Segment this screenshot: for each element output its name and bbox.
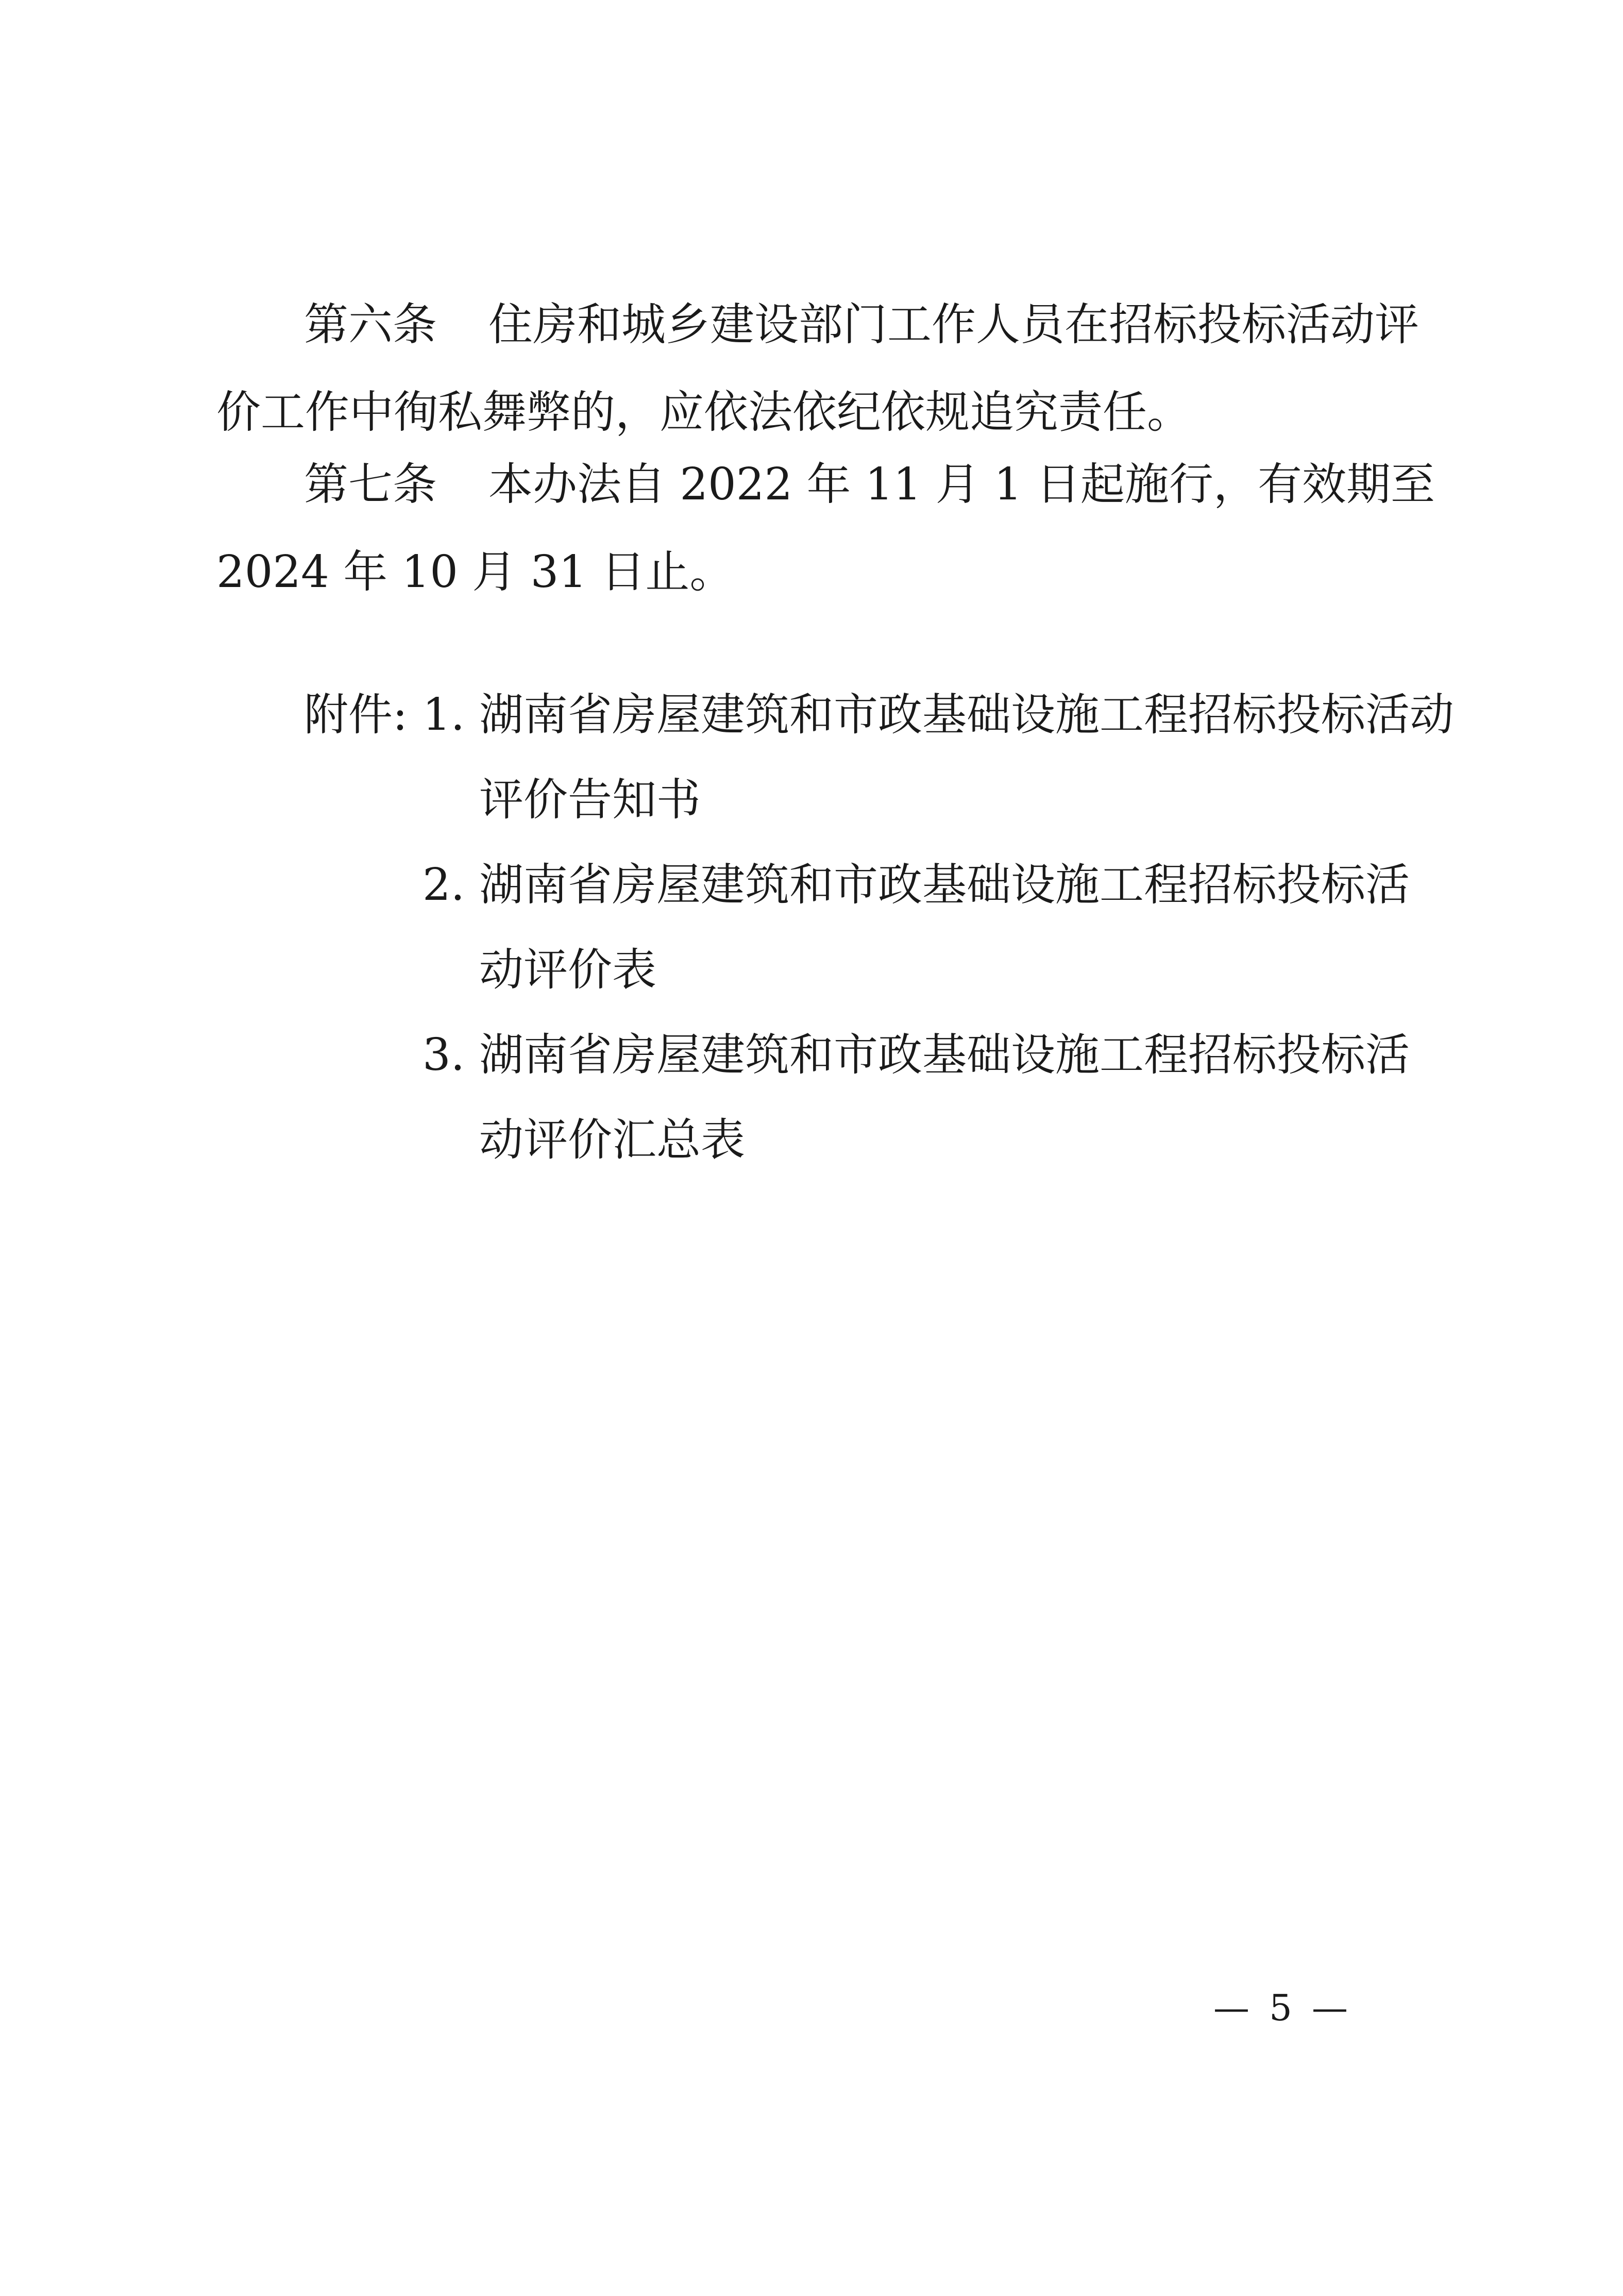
attachment-item-3: [304, 1013, 1438, 1098]
article-6: [216, 281, 1419, 456]
article-6-text-1: 住房和城乡建设部门工作人员在招标投标活动评: [488, 299, 1419, 350]
article-7: [216, 441, 1435, 616]
article-6-line-1: [216, 281, 1419, 368]
article-7-line-2: 2024 年 10 月 31 日止。: [216, 546, 734, 598]
attachments-list: [304, 673, 1454, 1183]
attachment-title-line-2: 动评价汇总表: [479, 1114, 745, 1166]
attachment-title-line-1: 湖南省房屋建筑和市政基础设施工程招标投标活: [479, 859, 1410, 911]
attachment-number: 2.: [422, 859, 465, 911]
attachment-title-line-2: 动评价表: [479, 944, 656, 996]
attachment-number: 3.: [422, 1029, 465, 1081]
attachment-item-1: [304, 673, 1454, 758]
attachments-label: 附件:: [304, 689, 408, 741]
attachment-title-line-1: 湖南省房屋建筑和市政基础设施工程招标投标活动: [479, 689, 1454, 741]
attachment-title-line-2: 评价告知书: [479, 774, 701, 826]
page-number: — 5 —: [1213, 1987, 1352, 2029]
attachment-number: 1.: [422, 689, 465, 741]
attachment-item-2: [304, 843, 1438, 928]
article-7-text-1: 本办法自 2022 年 11 月 1 日起施行，有效期至: [488, 459, 1435, 510]
article-6-line-2: 价工作中徇私舞弊的，应依法依纪依规追究责任。: [216, 387, 1191, 438]
article-7-label: 第七条: [304, 459, 437, 510]
attachment-title-line-1: 湖南省房屋建筑和市政基础设施工程招标投标活: [479, 1029, 1410, 1081]
article-7-line-1: [216, 441, 1435, 528]
article-6-label: 第六条: [304, 299, 437, 350]
